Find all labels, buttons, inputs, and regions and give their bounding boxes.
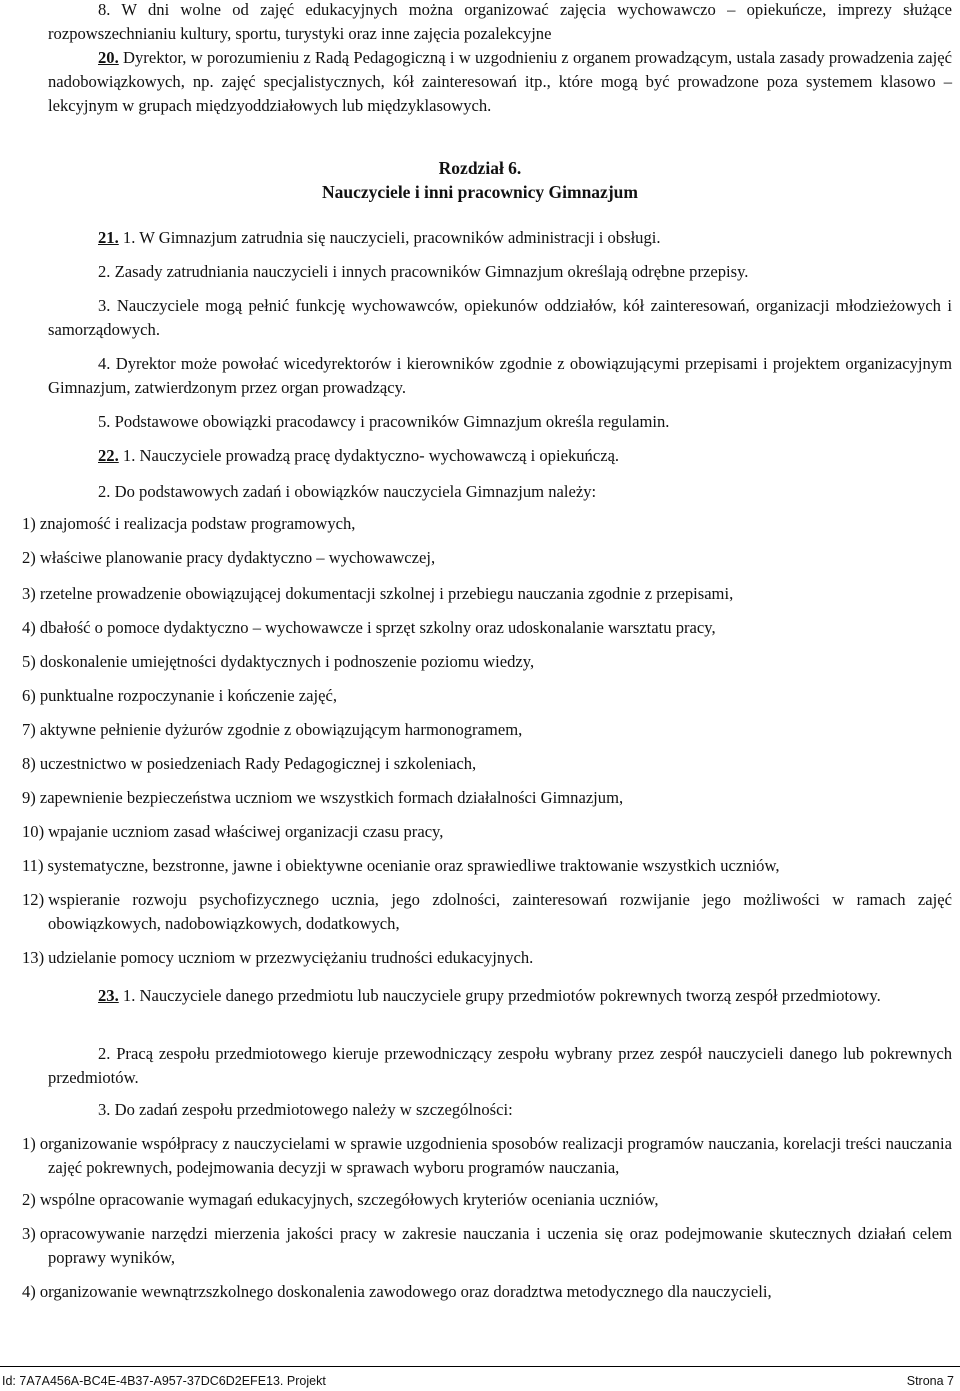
list-item-number: 7) (22, 720, 36, 739)
list-item (22, 888, 952, 936)
list-item (22, 684, 952, 708)
section-21-p4: 4. Dyrektor może powołać wicedyrektorów i kierowników zgodnie z obowiązującymi przepisami i projektem organizacyjnym Gimnazjum, zatwierdzonym przez organ prowadzący. (48, 354, 952, 397)
section-20-number: 20. (98, 48, 119, 67)
section-23-p2: 2. Pracą zespołu przedmiotowego kieruje przewodniczący zespołu wybrany przez zespół nauczycieli danego lub pokrewnych przedmiotów. (48, 1044, 952, 1087)
list-item-number: 11) (22, 856, 44, 875)
list-item-number: 2) (22, 1190, 36, 1209)
section-22-p2: 2. Do podstawowych zadań i obowiązków nauczyciela Gimnazjum należy: (98, 482, 597, 501)
list-item-text: uczestnictwo w posiedzeniach Rady Pedagogicznej i szkoleniach, (39, 754, 477, 773)
list-item-text: dbałość o pomoce dydaktyczno – wychowawcze i sprzęt szkolny oraz udoskonalanie warsztatu pracy, (39, 618, 716, 637)
section-21-p1 (48, 226, 952, 250)
list-item-text: zapewnienie bezpieczeństwa uczniom we wszystkich formach działalności Gimnazjum, (39, 788, 624, 807)
list-item-text: systematyczne, bezstronne, jawne i obiektywne ocenianie oraz sprawiedliwe traktowanie wszystkich uczniów, (47, 856, 780, 875)
list-item (22, 854, 952, 878)
footer-page-number: Strona 7 (906, 1374, 954, 1388)
list-item-text: punktualne rozpoczynanie i kończenie zajęć, (39, 686, 337, 705)
list-item-text: doskonalenie umiejętności dydaktycznych i podnoszenie poziomu wiedzy, (39, 652, 535, 671)
section-20 (48, 46, 952, 118)
list-item-number: 2) (22, 548, 36, 567)
section-23-p1 (48, 984, 952, 1008)
list-item-text: wpajanie uczniom zasad właściwej organizacji czasu pracy, (48, 822, 444, 841)
list-item (22, 1188, 952, 1212)
footer-divider (0, 1366, 960, 1367)
list-item-number: 10) (22, 822, 45, 841)
list-item (22, 616, 952, 640)
section-22-p1 (48, 444, 952, 468)
list-item-text: udzielanie pomocy uczniom w przezwyciężaniu trudności edukacyjnych. (48, 948, 534, 967)
list-item (22, 1280, 952, 1304)
list-item (22, 1222, 952, 1270)
list-item-text: aktywne pełnienie dyżurów zgodnie z obowiązującym harmonogramem, (39, 720, 523, 739)
list-item (22, 582, 952, 606)
list-item (22, 546, 952, 570)
list-item (22, 650, 952, 674)
list-item (22, 820, 952, 844)
list-item-text: znajomość i realizacja podstaw programowych, (39, 514, 356, 533)
list-item-text: organizowanie współpracy z nauczycielami w sprawie uzgodnienia sposobów realizacji programów nauczania, korelacji treści nauczania zajęć pokrewnych, podejmowania decyzji w sprawach wyboru programów nauczania, (39, 1134, 952, 1177)
list-item-text: organizowanie wewnątrzszkolnego doskonalenia zawodowego oraz doradztwa metodycznego dla nauczycieli, (39, 1282, 772, 1301)
chapter-subtitle: Nauczyciele i inni pracownicy Gimnazjum (322, 182, 638, 202)
section-21-p2: 2. Zasady zatrudniania nauczycieli i innych pracowników Gimnazjum określają odrębne przepisy. (98, 262, 749, 281)
section-23-p1-text: 1. Nauczyciele danego przedmiotu lub nauczyciele grupy przedmiotów pokrewnych tworzą zespół przedmiotowy. (122, 986, 881, 1005)
section-21-p3: 3. Nauczyciele mogą pełnić funkcję wychowawców, opiekunów oddziałów, kół zainteresowań, organizacji młodzieżowych i samorządowych. (48, 296, 952, 339)
list-item (22, 946, 952, 970)
footer-document-id: Id: 7A7A456A-BC4E-4B37-A957-37DC6D2EFE13. Projekt (2, 1374, 326, 1388)
list-item (22, 752, 952, 776)
section-21-p5: 5. Podstawowe obowiązki pracodawcy i pracowników Gimnazjum określa regulamin. (98, 412, 670, 431)
list-item-number: 12) (22, 890, 45, 909)
section-21-p1-text: 1. W Gimnazjum zatrudnia się nauczycieli, pracowników administracji i obsługi. (122, 228, 661, 247)
list-item-text: opracowywanie narzędzi mierzenia jakości pracy w zakresie nauczania i uczenia się oraz podejmowanie skutecznych działań celem poprawy wyników, (39, 1224, 952, 1267)
list-item-number: 1) (22, 514, 36, 533)
section-20-text: Dyrektor, w porozumieniu z Radą Pedagogiczną i w uzgodnieniu z organem prowadzącym, ustala zasady prowadzenia zajęć nadobowiązkowych, np. zajęć specjalistycznych, kół zainteresowań itp., które mogą być prowadzone poza systemem klasowo – lekcyjnym w grupach międzyoddziałowych lub międzyklasowych. (48, 48, 952, 115)
list-item-number: 9) (22, 788, 36, 807)
list-item-number: 1) (22, 1134, 36, 1153)
section-22-p1-text: 1. Nauczyciele prowadzą pracę dydaktyczno- wychowawczą i opiekuńczą. (122, 446, 620, 465)
paragraph-8: 8. W dni wolne od zajęć edukacyjnych można organizować zajęcia wychowawczo – opiekuńcze, imprezy służące rozpowszechnianiu kultury, sportu, turystyki oraz inne zajęcia pozalekcyjne (48, 0, 952, 43)
list-item-number: 4) (22, 618, 36, 637)
list-item-text: właściwe planowanie pracy dydaktyczno – wychowawczej, (39, 548, 436, 567)
section-23-number: 23. (98, 986, 119, 1005)
list-item (22, 718, 952, 742)
section-23-p3: 3. Do zadań zespołu przedmiotowego należy w szczególności: (98, 1100, 513, 1119)
list-item-number: 3) (22, 584, 36, 603)
section-21-number: 21. (98, 228, 119, 247)
list-item-number: 4) (22, 1282, 36, 1301)
list-item (22, 512, 952, 536)
list-item-number: 6) (22, 686, 36, 705)
list-item (22, 1132, 952, 1180)
list-item-text: wspólne opracowanie wymagań edukacyjnych, szczegółowych kryteriów oceniania uczniów, (39, 1190, 659, 1209)
list-item-number: 5) (22, 652, 36, 671)
list-item-text: rzetelne prowadzenie obowiązującej dokumentacji szkolnej i przebiegu nauczania zgodnie z przepisami, (39, 584, 734, 603)
list-item (22, 786, 952, 810)
list-item-number: 13) (22, 948, 45, 967)
list-item-text: wspieranie rozwoju psychofizycznego ucznia, jego zdolności, zainteresowań rozwijanie jego możliwości w ramach zajęć obowiązkowych, nadobowiązkowych, dodatkowych, (48, 890, 952, 933)
list-item-number: 8) (22, 754, 36, 773)
chapter-title: Rozdział 6. (438, 158, 522, 178)
list-item-number: 3) (22, 1224, 36, 1243)
section-22-number: 22. (98, 446, 119, 465)
